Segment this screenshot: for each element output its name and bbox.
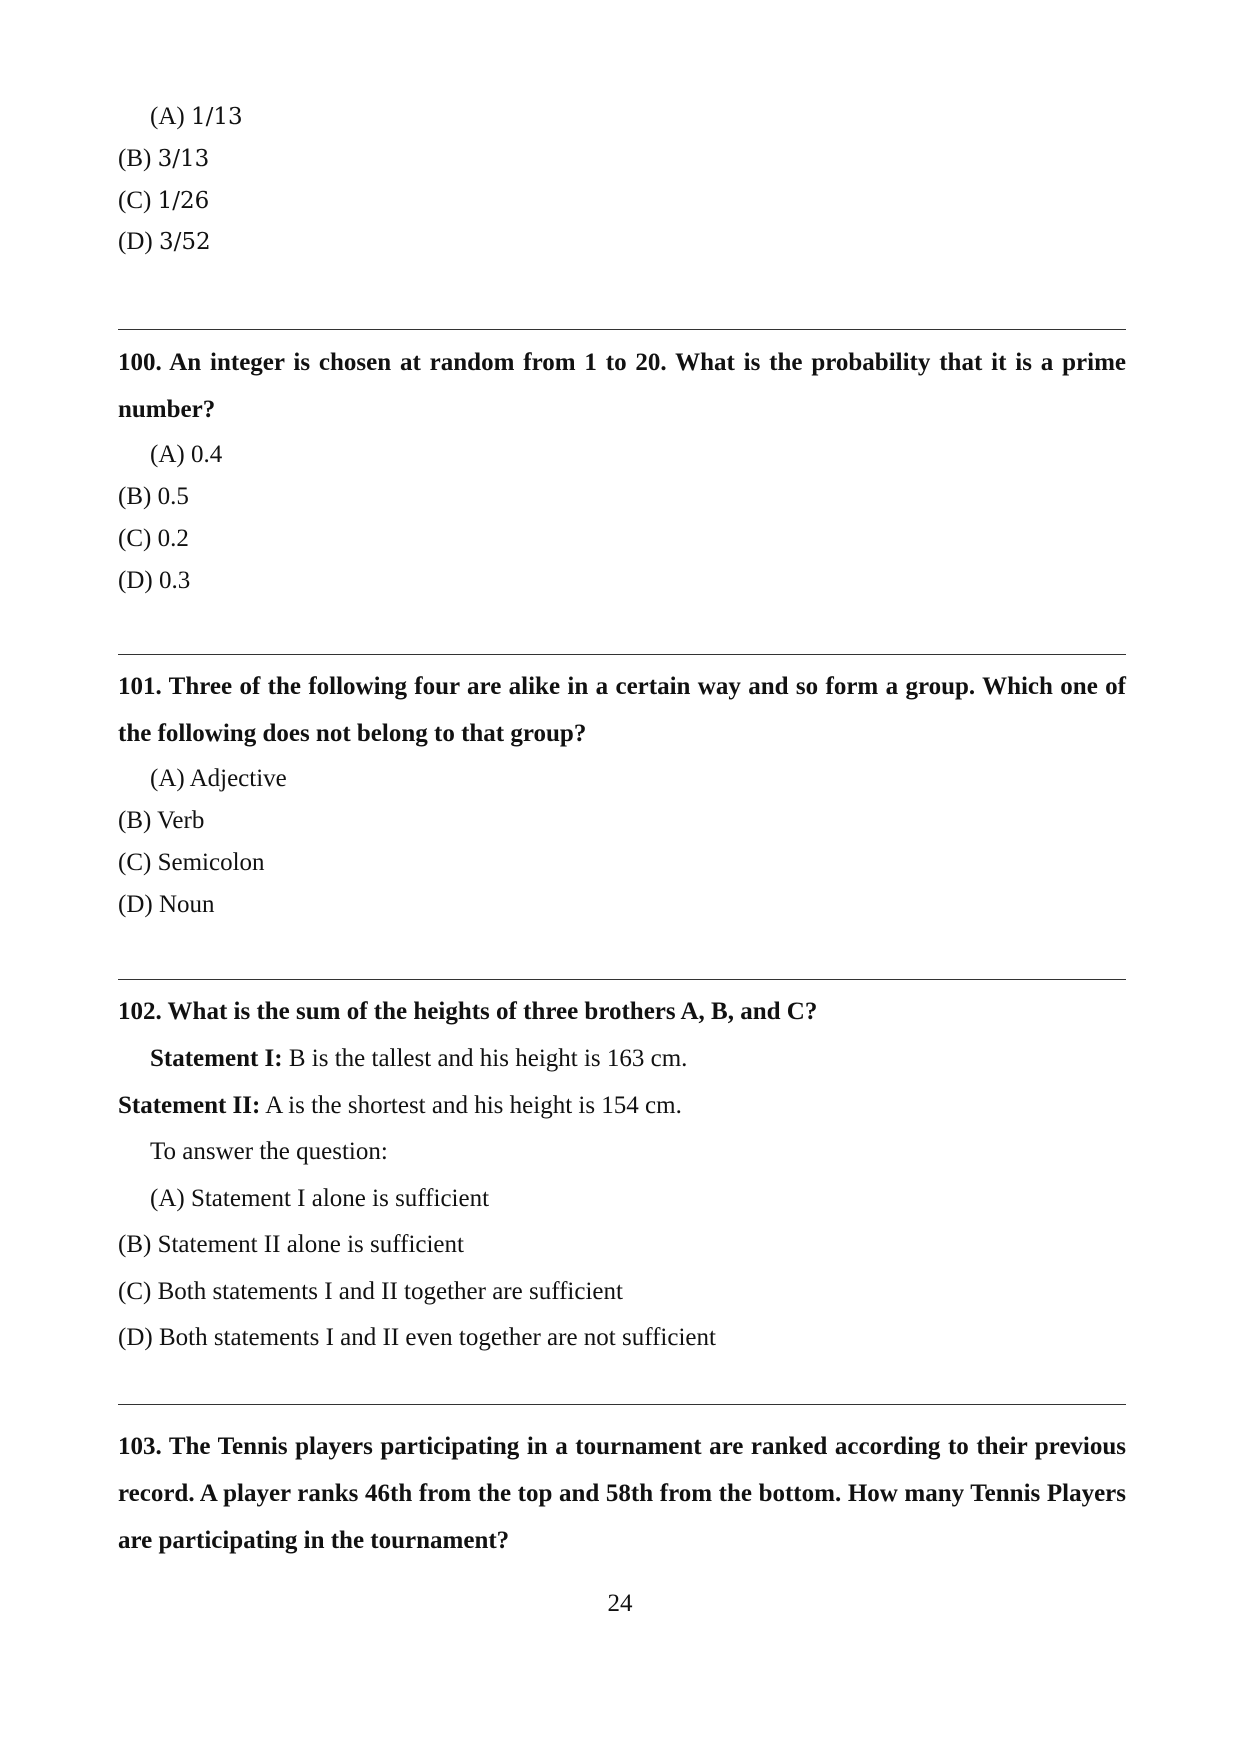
q102-statement-2: Statement II: A is the shortest and his height is 154 cm. — [118, 1092, 682, 1119]
q101-option-c: (C) Semicolon — [118, 849, 265, 876]
question-101-text: 101. Three of the following four are alike in a certain way and so form a group. Which one of the following does not belong to that group? — [118, 673, 1126, 747]
q101-option-b: (B) Verb — [118, 807, 205, 834]
q102-option-c: (C) Both statements I and II together are sufficient — [118, 1278, 623, 1305]
q99-option-a: (A) 1/13 — [150, 103, 243, 130]
q101-option-d: (D) Noun — [118, 891, 215, 918]
q101-option-a: (A) Adjective — [150, 765, 287, 792]
q100-option-d: (D) 0.3 — [118, 567, 191, 594]
page-number: 24 — [607, 1590, 633, 1617]
question-103-text: 103. The Tennis players participating in a tournament are ranked according to their previous record. A player ranks 46th from the top and 58th from the bottom. How many Tennis Players are participating in the tournament? — [118, 1433, 1126, 1554]
q99-option-b: (B) 3/13 — [118, 145, 210, 172]
divider — [118, 329, 1126, 330]
divider — [118, 979, 1126, 980]
q102-option-a: (A) Statement I alone is sufficient — [150, 1185, 490, 1212]
q100-option-a: (A) 0.4 — [150, 441, 223, 468]
q102-option-d: (D) Both statements I and II even together are not sufficient — [118, 1324, 716, 1351]
q102-statement-1: Statement I: B is the tallest and his height is 163 cm. — [150, 1045, 688, 1072]
q100-option-b: (B) 0.5 — [118, 483, 189, 510]
q99-option-c: (C) 1/26 — [118, 187, 210, 214]
q99-option-d: (D) 3/52 — [118, 228, 211, 255]
divider — [118, 654, 1126, 655]
q100-option-c: (C) 0.2 — [118, 525, 189, 552]
question-100-text: 100. An integer is chosen at random from 1 to 20. What is the probability that it is a prime number? — [118, 349, 1126, 423]
q102-prompt: To answer the question: — [150, 1138, 388, 1165]
question-102-text: 102. What is the sum of the heights of three brothers A, B, and C? — [118, 998, 818, 1025]
divider — [118, 1404, 1126, 1405]
q102-option-b: (B) Statement II alone is sufficient — [118, 1231, 464, 1258]
